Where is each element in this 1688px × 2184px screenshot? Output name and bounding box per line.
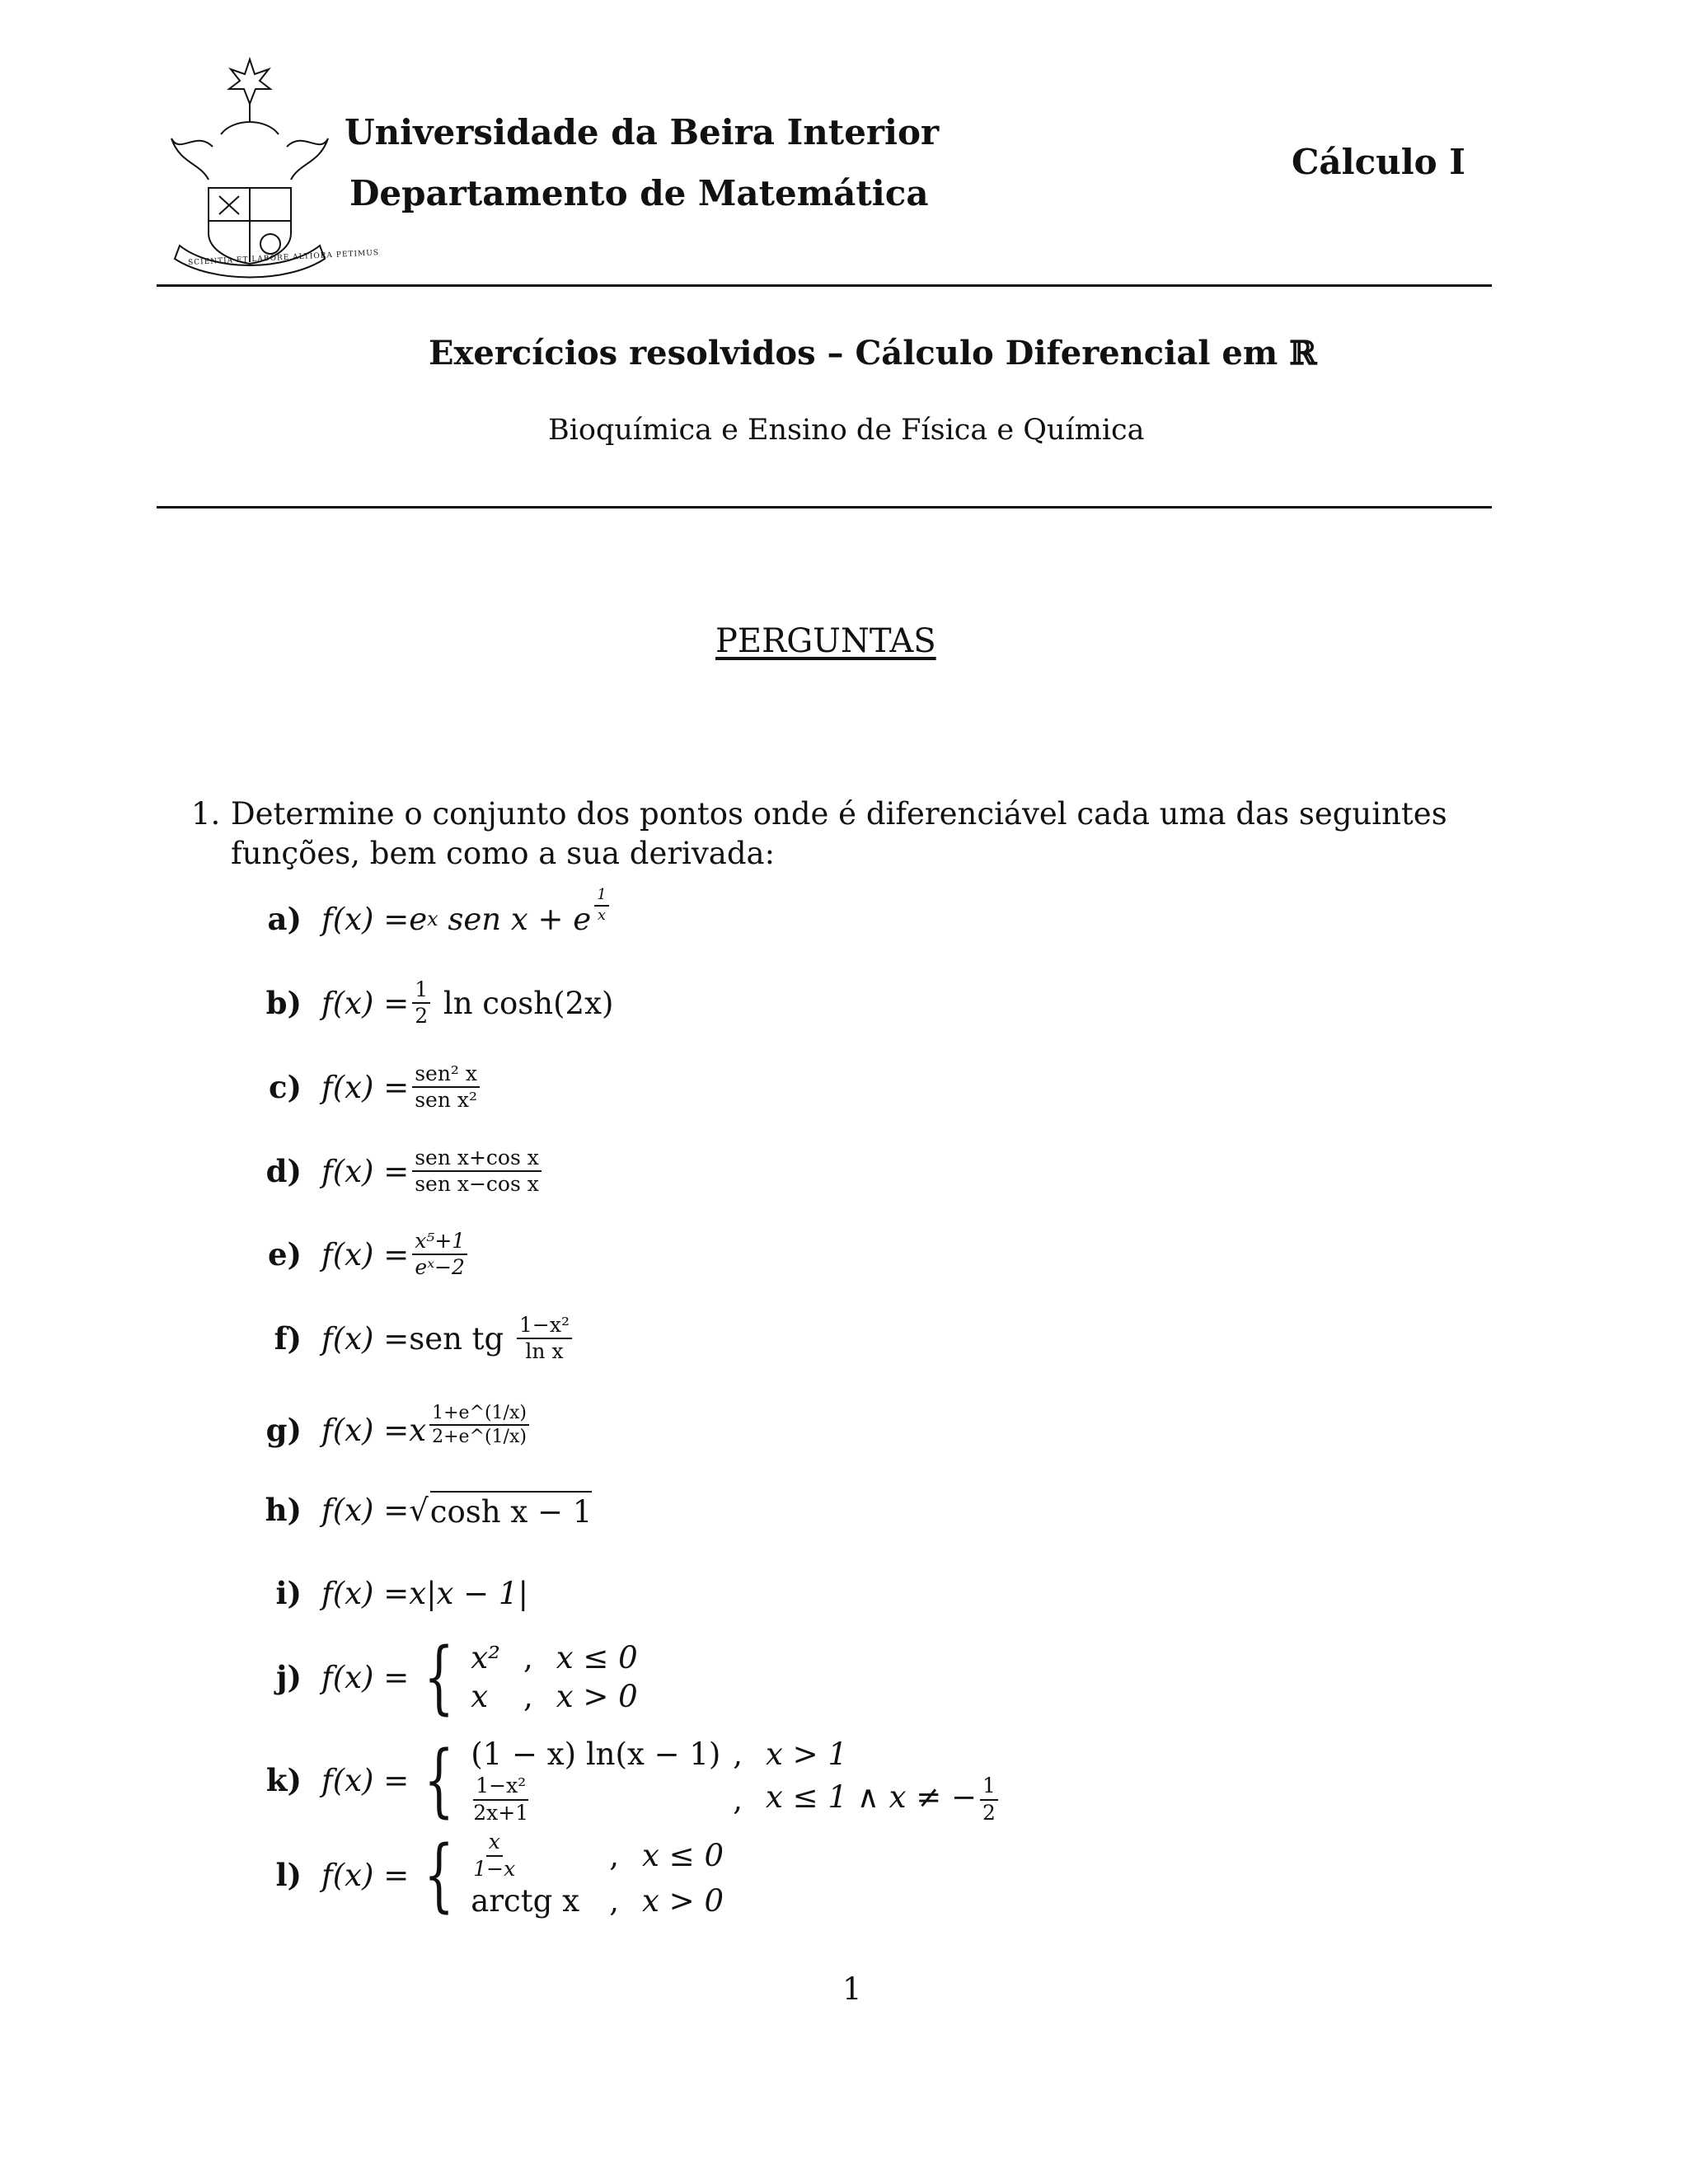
department-name: Departamento de Matemática	[349, 173, 929, 213]
question-number: 1.	[191, 796, 221, 832]
item-label: j)	[276, 1659, 302, 1695]
cases-block: x² , x ≤ 0 x , x > 0	[471, 1640, 638, 1714]
section-heading: PERGUNTAS	[715, 622, 936, 660]
item-label: h)	[265, 1492, 302, 1528]
item-label: k)	[265, 1762, 302, 1798]
item-fraction: $\frac{1}{2}$	[412, 979, 430, 1028]
item-base: x	[409, 1412, 427, 1448]
item-h	[246, 1477, 592, 1543]
item-fraction: $\frac{\text{1−x²}}{\text{ln x}}$	[517, 1315, 572, 1363]
item-label: d)	[265, 1153, 302, 1189]
logo-motto: SCIENTIA ET LABORE ALTIORA PETIMUS	[187, 249, 380, 268]
item-lhs: f(x) =	[321, 901, 410, 937]
item-lhs: f(x) =	[321, 985, 410, 1021]
item-label: e)	[267, 1236, 302, 1272]
sqrt-symbol: √	[409, 1492, 429, 1528]
case-fraction: $\frac{1}{2}$	[980, 1775, 998, 1824]
item-lhs: f(x) =	[321, 1153, 410, 1189]
cases-block: $\frac{x}{1-x}$ , x ≤ 0 arctg x , x > 0	[471, 1830, 724, 1919]
item-label: a)	[267, 901, 302, 937]
item-lhs: f(x) =	[321, 1069, 410, 1105]
item-lhs: f(x) =	[321, 1762, 410, 1798]
left-brace: {	[424, 1631, 455, 1723]
item-label: b)	[265, 985, 302, 1021]
item-rhs: ln cosh(2x)	[434, 985, 614, 1021]
item-prefix: sen tg	[409, 1320, 513, 1357]
case-fraction: $\frac{\text{1−x²}}{2x+1}$	[473, 1774, 529, 1825]
case-fraction: $\frac{x}{1-x}$	[473, 1830, 516, 1881]
title-rule	[157, 506, 1492, 509]
item-exponent-fraction: $\frac{1}{x}$	[594, 888, 608, 924]
question-text: Determine o conjunto dos pontos onde é diferenciável cada uma das seguintes funções, bem como a sua derivada:	[231, 796, 1447, 871]
item-d	[246, 1138, 545, 1204]
item-g	[246, 1393, 532, 1467]
item-label: f)	[274, 1320, 302, 1357]
item-e	[246, 1221, 471, 1287]
item-exponent-fraction: $\frac{1+e\^{}(1/x)}{2+e\^{}(1/x)}$	[429, 1404, 529, 1446]
item-label: g)	[265, 1412, 302, 1448]
document-subtitle: Bioquímica e Ensino de Física e Química	[548, 414, 1145, 447]
item-rhs: x|x − 1|	[409, 1575, 528, 1611]
course-name: Cálculo I	[1292, 142, 1465, 182]
item-lhs: f(x) =	[321, 1659, 410, 1695]
item-lhs: f(x) =	[321, 1857, 410, 1893]
item-label: l)	[275, 1857, 302, 1893]
item-term: e	[409, 901, 428, 937]
item-lhs: f(x) =	[321, 1575, 410, 1611]
cases-block: (1 − x) ln(x − 1) , x > 1 $\frac{\text{1−x²}}{2x+1}$ , x ≤ 1 ∧ x ≠ − $\frac{1}{2}$	[471, 1736, 1001, 1824]
item-a: a) f(x) = e x sen x + e $\frac{1}{x}$	[246, 886, 612, 952]
item-label: c)	[268, 1069, 302, 1105]
item-fraction: $\frac{\text{x⁵+1}}{\text{eˣ−2}}$	[412, 1230, 467, 1279]
left-brace: {	[424, 1829, 455, 1921]
header-rule	[157, 284, 1492, 287]
item-c	[246, 1054, 483, 1120]
item-b	[246, 970, 613, 1036]
item-lhs: f(x) =	[321, 1236, 410, 1272]
item-i	[246, 1560, 528, 1626]
item-lhs: f(x) =	[321, 1412, 410, 1448]
university-name: Universidade da Beira Interior	[345, 112, 940, 152]
item-f	[246, 1305, 575, 1371]
item-radicand: cosh x − 1	[430, 1491, 593, 1530]
item-fraction: $\frac{\text{sen² x}}{\text{sen x²}}$	[412, 1063, 480, 1112]
item-label: i)	[275, 1575, 302, 1611]
page-number: 1	[842, 1971, 862, 2007]
item-lhs: f(x) =	[321, 1492, 410, 1528]
item-j	[246, 1632, 638, 1722]
item-l	[246, 1825, 724, 1924]
item-lhs: f(x) =	[321, 1320, 410, 1357]
left-brace: {	[424, 1734, 455, 1826]
item-k	[246, 1727, 1001, 1834]
document-title: Exercícios resolvidos – Cálculo Diferencial em ℝ	[429, 334, 1317, 373]
university-logo	[163, 56, 380, 279]
item-term: sen x + e	[438, 901, 592, 937]
item-fraction: $\frac{\text{sen x+cos x}}{\text{sen x−cos x}}$	[412, 1147, 542, 1196]
